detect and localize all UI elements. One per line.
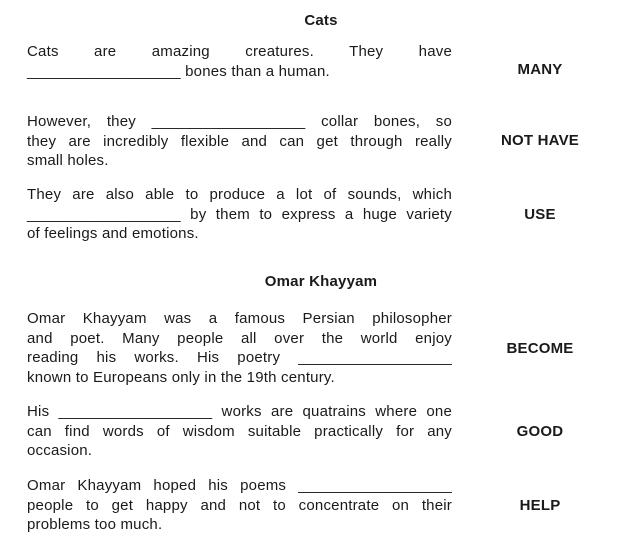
text-line: Omar Khayyam was a famous Persian philosopher [27,310,452,327]
exercise-paragraph [27,309,452,388]
text-line: can find words of wisdom suitable practically for any [27,422,452,440]
exercise-paragraph [27,476,452,535]
exercise-paragraph [27,402,452,461]
text-line: known to Europeans only in the 19th century. [27,369,335,387]
text-line: and poet. Many people all over the world enjoy [27,329,452,347]
text-line: small holes. [27,152,109,170]
text-line: They are also able to produce a lot of sounds, which [27,186,452,203]
text-line: However, they __________________ collar bones, so [27,113,452,130]
keyword: GOOD [516,423,564,440]
exercise-paragraph [27,112,452,171]
text-line: reading his works. His poetry __________________ [27,349,452,367]
exercise-paragraph [27,185,452,244]
text-line: occasion. [27,442,93,460]
exercise-paragraph [27,42,452,81]
text-line: problems too much. [27,516,163,534]
text-line: Cats are amazing creatures. They have [27,43,452,60]
text-line: His __________________ works are quatrains where one [27,403,452,420]
text-line: __________________ bones than a human. [27,62,330,80]
text-line: they are incredibly flexible and can get through really [27,132,452,150]
text-line: Omar Khayyam hoped his poems __________________ [27,477,452,494]
keyword: BECOME [506,340,574,357]
keyword: HELP [519,497,561,514]
text-line: people to get happy and not to concentrate on their [27,496,452,514]
text-line: __________________ by them to express a huge variety [27,205,452,223]
keyword: NOT HAVE [501,132,579,149]
section-title: Cats [304,12,338,29]
keyword: MANY [517,61,563,78]
text-line: of feelings and emotions. [27,225,199,243]
keyword: USE [524,206,556,223]
section-title: Omar Khayyam [264,273,378,290]
